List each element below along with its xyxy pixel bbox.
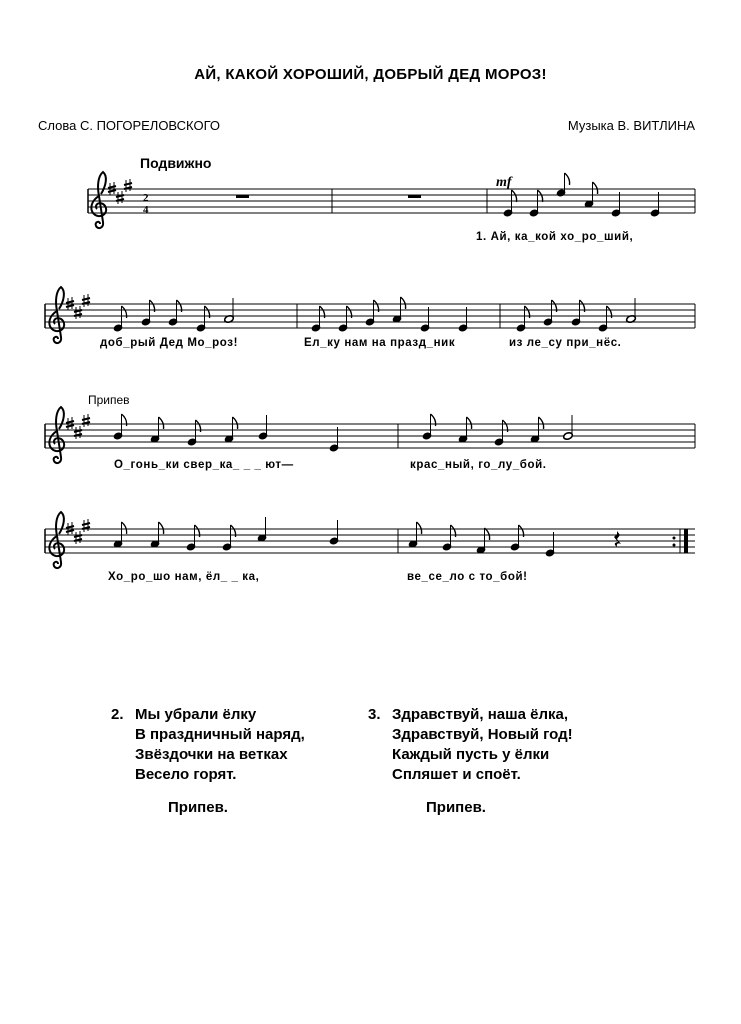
lyric-line-2a: доб_рый Дед Мо_роз!: [100, 337, 239, 349]
composer-credit: Музыка В. ВИТЛИНА: [567, 118, 695, 133]
repeat-dot: [673, 537, 676, 540]
lyric-line-4a: Хо_ро_шо нам, ёл_ _ ка,: [108, 571, 260, 583]
verse-3-refrain: Припев.: [426, 799, 486, 816]
repeat-dot: [673, 544, 676, 547]
tempo-marking: Подвижно: [140, 155, 212, 171]
verse-number: 3.: [368, 706, 381, 723]
notes-system-4: [113, 517, 338, 551]
verse-line: Весело горят.: [135, 766, 237, 783]
verse-line: Каждый пусть у ёлки: [392, 746, 550, 763]
final-barline: [684, 529, 688, 553]
verse-line: Мы убрали ёлку: [135, 706, 257, 723]
treble-clef-icon: [49, 407, 64, 463]
sharp-icon: [74, 426, 82, 439]
dynamic-marking: mf: [496, 175, 512, 190]
lyric-line-4b: ве_се_ло с то_бой!: [407, 571, 528, 583]
lyric-line-1: 1. Ай, ка_кой хо_ро_ший,: [476, 231, 634, 243]
sharp-icon: [124, 179, 132, 192]
notes-system-2c: [516, 298, 636, 332]
verse-line: Спляшет и споёт.: [392, 766, 521, 783]
treble-clef-icon: [49, 512, 64, 568]
lyricist-credit: Слова С. ПОГОРЕЛОВСКОГО: [38, 118, 221, 133]
time-signature-bottom: 4: [143, 204, 149, 216]
staff-system-2: [45, 287, 695, 343]
verse-number: 2.: [111, 706, 124, 723]
chorus-label: Припев: [88, 393, 130, 407]
sharp-icon: [74, 306, 82, 319]
time-signature-top: 2: [143, 192, 149, 204]
verse-2-refrain: Припев.: [168, 799, 228, 816]
notes-system-2: [113, 298, 234, 332]
notes-system-3: [113, 414, 338, 452]
whole-rest: [236, 195, 249, 198]
sharp-icon: [116, 191, 124, 204]
staff-system-3: [45, 407, 695, 463]
staff-system-4: [45, 512, 695, 568]
sharp-icon: [74, 531, 82, 544]
song-title: АЙ, КАКОЙ ХОРОШИЙ, ДОБРЫЙ ДЕД МОРОЗ!: [194, 66, 547, 83]
verse-line: Здравствуй, Новый год!: [392, 726, 573, 743]
whole-rest: [408, 195, 421, 198]
lyric-line-3b: крас_ный, го_лу_бой.: [410, 459, 547, 471]
treble-clef-icon: [49, 287, 64, 343]
lyric-line-2c: из ле_су при_нёс.: [509, 337, 622, 349]
notes-system-2b: [311, 297, 467, 332]
lyric-line-3a: О_гонь_ки свер_ка_ _ _ ют—: [114, 459, 294, 471]
sharp-icon: [82, 519, 90, 532]
verse-line: Здравствуй, наша ёлка,: [392, 706, 569, 723]
treble-clef-icon: [91, 172, 106, 228]
staff-system-1: [88, 172, 695, 228]
notes-system-4b: [408, 522, 554, 557]
quarter-rest: [614, 531, 621, 547]
verse-line: В праздничный наряд,: [135, 726, 305, 743]
lyric-line-2b: Ел_ку нам на празд_ник: [304, 337, 456, 349]
sharp-icon: [82, 294, 90, 307]
verse-line: Звёздочки на ветках: [135, 746, 288, 763]
sharp-icon: [82, 414, 90, 427]
